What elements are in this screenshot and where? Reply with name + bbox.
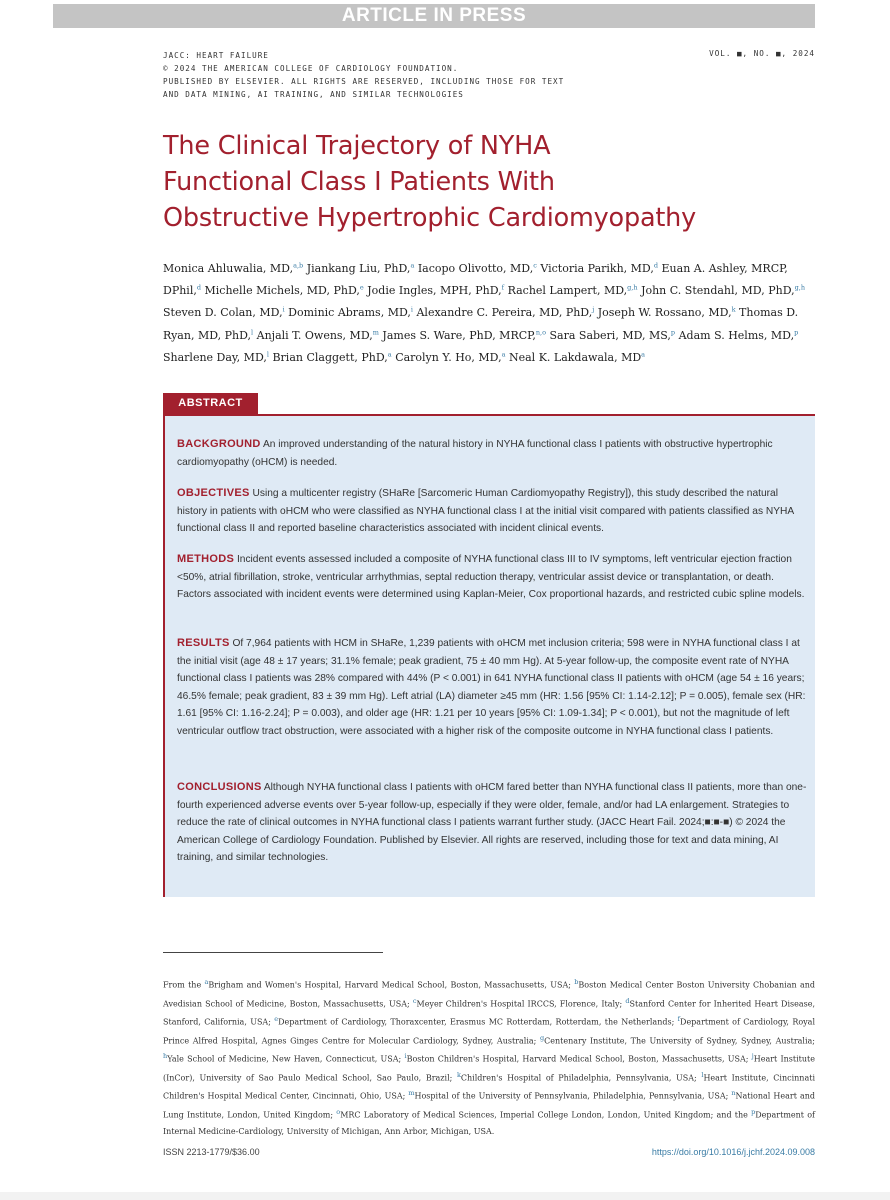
affiliation-text: Meyer Children's Hospital IRCCS, Florence, Italy;	[416, 999, 626, 1009]
abstract-results	[177, 635, 807, 741]
affiliation-marker: a	[387, 350, 392, 359]
author	[307, 262, 415, 275]
author-name: Brian Claggett, PhD,	[272, 351, 388, 365]
author-name: Anjali T. Owens, MD,	[256, 328, 373, 342]
affiliation-marker: l	[266, 350, 269, 359]
section-heading: CONCLUSIONS	[177, 781, 262, 793]
author-list	[163, 256, 813, 368]
author	[163, 351, 269, 364]
affiliation-text: Heart Institute (InCor), University of Sao Paulo Medical School, Sao Paulo, Brazil;	[163, 1054, 816, 1083]
affiliation-marker: m	[372, 328, 379, 337]
section-text: Incident events assessed included a composite of NYHA functional class III to IV symptoms, left ventricular ejection fraction <50%, atrial fibrillation, stroke, ventricular arrhythmias, septal reduction therapy, ventricular assist device or transplantation, or death. Factors associated with incident events were determined using Kaplan-Meier, Cox proportional hazards, and restricted cubic spline models.	[177, 554, 805, 601]
affiliation-marker: m	[408, 1089, 415, 1098]
affiliation-marker: p	[670, 328, 676, 337]
affiliation-marker: n,o	[535, 328, 546, 337]
author-name: Steven D. Colan, MD,	[163, 306, 283, 320]
affiliation-marker: c	[533, 261, 537, 269]
author-name: Euan A. Ashley, MRCP, DPhil,	[163, 261, 788, 298]
affiliation-marker: a	[501, 350, 506, 359]
author	[540, 262, 658, 275]
affiliation-text: Department of Cardiology, Royal Prince Alfred Hospital, Agnes Ginges Centre for Molecular Cardiology, Sydney, Australia;	[163, 1017, 816, 1046]
abstract-objectives	[177, 485, 807, 538]
affiliation-text: Children's Hospital of Philadelphia, Pennsylvania, USA;	[460, 1073, 702, 1083]
author-name: John C. Stendahl, MD, PhD,	[641, 284, 795, 298]
abstract-methods	[177, 551, 807, 604]
author	[395, 351, 505, 364]
affiliation-text: From the	[163, 980, 205, 990]
author-name: Jodie Ingles, MPH, PhD,	[367, 284, 502, 298]
affiliation-marker: h	[163, 1052, 168, 1061]
affiliation-marker: o	[336, 1107, 341, 1116]
section-text: Using a multicenter registry (SHaRe [Sarcomeric Human Cardiomyopathy Registry]), this study described the natural history in patients with oHCM who were classified as NYHA functional class I at the initial visit compared with patients classified as NYHA functional class II and reported baseline characteristics associated with incident clinical events.	[177, 488, 794, 535]
copyright-line: © 2024 THE AMERICAN COLLEGE OF CARDIOLOGY FOUNDATION.	[163, 64, 459, 73]
affiliation-marker: a	[641, 350, 646, 359]
author	[163, 262, 303, 275]
author-name: Joseph W. Rossano, MD,	[597, 306, 732, 320]
author	[679, 329, 799, 342]
title-line: The Clinical Trajectory of NYHA	[163, 131, 551, 161]
author-name: Victoria Parikh, MD,	[540, 261, 654, 275]
section-heading: METHODS	[177, 553, 235, 565]
publisher-line: PUBLISHED BY ELSEVIER. ALL RIGHTS ARE RESERVED, INCLUDING THOSE FOR TEXT	[163, 77, 565, 86]
affiliation-marker: b	[574, 978, 579, 986]
author	[272, 351, 391, 364]
author	[367, 284, 504, 297]
affiliation-marker: d	[625, 996, 630, 1005]
affiliation-marker: d	[653, 261, 659, 269]
author	[509, 351, 645, 364]
affiliation-text: National Heart and Lung Institute, London, United Kingdom;	[163, 1092, 815, 1120]
affiliation-text: Yale School of Medicine, New Haven, Connecticut, USA;	[167, 1054, 405, 1064]
affiliation-marker: n	[731, 1089, 736, 1098]
section-text: An improved understanding of the natural history in NYHA functional class I patients with obstructive hypertrophic cardiomyopathy (oHCM) is needed.	[177, 439, 773, 468]
affiliation-text: Hospital of the University of Pennsylvania, Philadelphia, Pennsylvania, USA;	[414, 1092, 732, 1102]
author-name: Carolyn Y. Ho, MD,	[395, 351, 502, 365]
section-heading: RESULTS	[177, 637, 230, 649]
affiliation-text: Heart Institute, Cincinnati Children's Hospital Medical Center, Cincinnati, Ohio, USA;	[163, 1073, 816, 1102]
section-text: Of 7,964 patients with HCM in SHaRe, 1,239 patients with oHCM met inclusion criteria; 598 were in NYHA functional class I at the initial visit (age 48 ± 17 years; 31.1% female; peak gradient, 75 ± 40 mm Hg). At 5-year follow-up, the composite event rate of NYHA functional class I patients was 28% compared with 44% (P < 0.001) in 641 NYHA functional class II patients with oHCM (age 54 ± 16 years; 46.5% female; peak gradient, 83 ± 39 mm Hg). Left atrial (LA) diameter ≥45 mm (HR: 1.56 [95% CI: 1.14-2.12]; P = 0.005), female sex (HR: 1.61 [95% CI: 1.16-2.24]; P = 0.003), and older age (HR: 1.21 per 10 years [95% CI: 1.09-1.34]; P < 0.001), but not the magnitude of left ventricular outflow tract obstruction, were associated with a higher risk of the composite outcome in NYHA functional class I patients.	[177, 638, 806, 737]
abstract-conclusions	[177, 779, 807, 867]
author	[205, 284, 364, 297]
article-in-press-banner: ARTICLE IN PRESS	[53, 4, 815, 28]
author-name: Michelle Michels, MD, PhD,	[204, 284, 360, 298]
journal-name: JACC: HEART FAILURE	[163, 51, 269, 60]
affiliation-text: Stanford Center for Inherited Heart Disease, Stanford, California, USA;	[163, 999, 816, 1027]
author-name: Iacopo Olivotto, MD,	[417, 261, 534, 275]
affiliation-marker: g,h	[627, 283, 638, 292]
title-line: Functional Class I Patients With	[163, 167, 555, 197]
author-name: Adam S. Helms, MD,	[678, 328, 795, 342]
doi-link[interactable]: https://doi.org/10.1016/j.jchf.2024.09.008	[651, 1147, 815, 1157]
author	[288, 306, 413, 319]
section-heading: OBJECTIVES	[177, 487, 250, 499]
abstract-label: ABSTRACT	[163, 393, 258, 414]
affiliation-marker: c	[412, 996, 417, 1005]
journal-header	[163, 49, 583, 101]
section-heading: BACKGROUND	[177, 438, 261, 450]
affiliation-marker: j	[592, 305, 595, 314]
abstract-background	[177, 436, 807, 471]
affiliation-marker: g,h	[794, 283, 806, 292]
section-text: Although NYHA functional class I patients with oHCM fared better than NYHA functional class II patients, more than one-fourth experienced adverse events over 5-year follow-up, especially if they were older, female, and/or had LA enlargement. Strategies to reduce the rate of clinical outcomes in NYHA functional class I patients warrant further study. (JACC Heart Fail. 2024;■:■-■) © 2024 the American College of Cardiology Foundation. Published by Elsevier. All rights are reserved, including those for text and data mining, AI training, and similar technologies.	[177, 782, 807, 864]
volume-issue: VOL. ■, NO. ■, 2024	[709, 49, 815, 58]
affiliation-marker: p	[751, 1107, 756, 1116]
author	[416, 306, 594, 319]
affiliation-text: MRC Laboratory of Medical Sciences, Imperial College London, London, United Kingdom; and the	[340, 1110, 752, 1120]
affiliation-marker: g	[539, 1033, 545, 1042]
affiliation-marker: p	[794, 328, 799, 337]
affiliation-marker: k	[456, 1070, 461, 1079]
author-name: Alexandre C. Pereira, MD, PhD,	[416, 306, 593, 320]
affiliation-marker: k	[731, 305, 736, 314]
affiliation-marker: a	[204, 978, 209, 986]
affiliations-footnote	[163, 975, 815, 1139]
affiliation-marker: e	[274, 1015, 279, 1024]
affiliation-text: Centenary Institute, The University of Sydney, Sydney, Australia;	[544, 1036, 815, 1046]
affiliation-marker: f	[677, 1015, 681, 1024]
affiliation-text: Department of Internal Medicine-Cardiology, University of Michigan, Ann Arbor, Michigan, USA.	[163, 1110, 815, 1136]
rights-line: AND DATA MINING, AI TRAINING, AND SIMILAR TECHNOLOGIES	[163, 90, 464, 99]
title-line: Obstructive Hypertrophic Cardiomyopathy	[163, 203, 697, 233]
author	[257, 329, 379, 342]
affiliation-marker: d	[196, 283, 202, 292]
affiliation-text: Department of Cardiology, Thoraxcenter, Erasmus MC Rotterdam, Rotterdam, the Netherlands;	[278, 1017, 678, 1027]
affiliation-marker: l	[251, 328, 254, 337]
affiliation-marker: f	[501, 283, 505, 292]
author-name: Sara Saberi, MD, MS,	[549, 328, 671, 342]
author	[598, 306, 736, 319]
author	[550, 329, 676, 342]
author-name: Monica Ahluwalia, MD,	[163, 261, 294, 275]
affiliation-text: Boston Medical Center Boston University Chobanian and Avedisian School of Medicine, Boston, Massachusetts, USA;	[163, 980, 816, 1009]
author	[418, 262, 537, 275]
affiliation-marker: i	[404, 1052, 407, 1061]
author-name: Dominic Abrams, MD,	[288, 306, 411, 320]
footnote-divider	[163, 952, 383, 953]
article-title	[163, 128, 803, 236]
author	[508, 284, 638, 297]
author-name: Neal K. Lakdawala, MD	[508, 351, 642, 365]
author	[382, 329, 546, 342]
affiliation-marker: a	[410, 261, 415, 269]
affiliation-text: Brigham and Women's Hospital, Harvard Medical School, Boston, Massachusetts, USA;	[208, 980, 575, 990]
affiliation-marker: i	[282, 305, 285, 314]
author-name: Rachel Lampert, MD,	[507, 284, 628, 298]
author-name: Jiankang Liu, PhD,	[306, 261, 411, 275]
affiliation-marker: a,b	[293, 261, 304, 269]
affiliation-marker: j	[751, 1052, 754, 1061]
author-name: Thomas D. Ryan, MD, PhD,	[163, 306, 799, 342]
issn: ISSN 2213-1779/$36.00	[163, 1147, 260, 1157]
author	[163, 306, 285, 319]
author	[641, 284, 805, 297]
author-name: Sharlene Day, MD,	[163, 351, 267, 365]
author-name: James S. Ware, PhD, MRCP,	[382, 328, 536, 342]
affiliation-marker: e	[359, 283, 364, 292]
affiliation-marker: l	[701, 1070, 704, 1079]
affiliation-marker: i	[410, 305, 413, 314]
affiliation-text: Boston Children's Hospital, Harvard Medical School, Boston, Massachusetts, USA;	[406, 1054, 752, 1064]
